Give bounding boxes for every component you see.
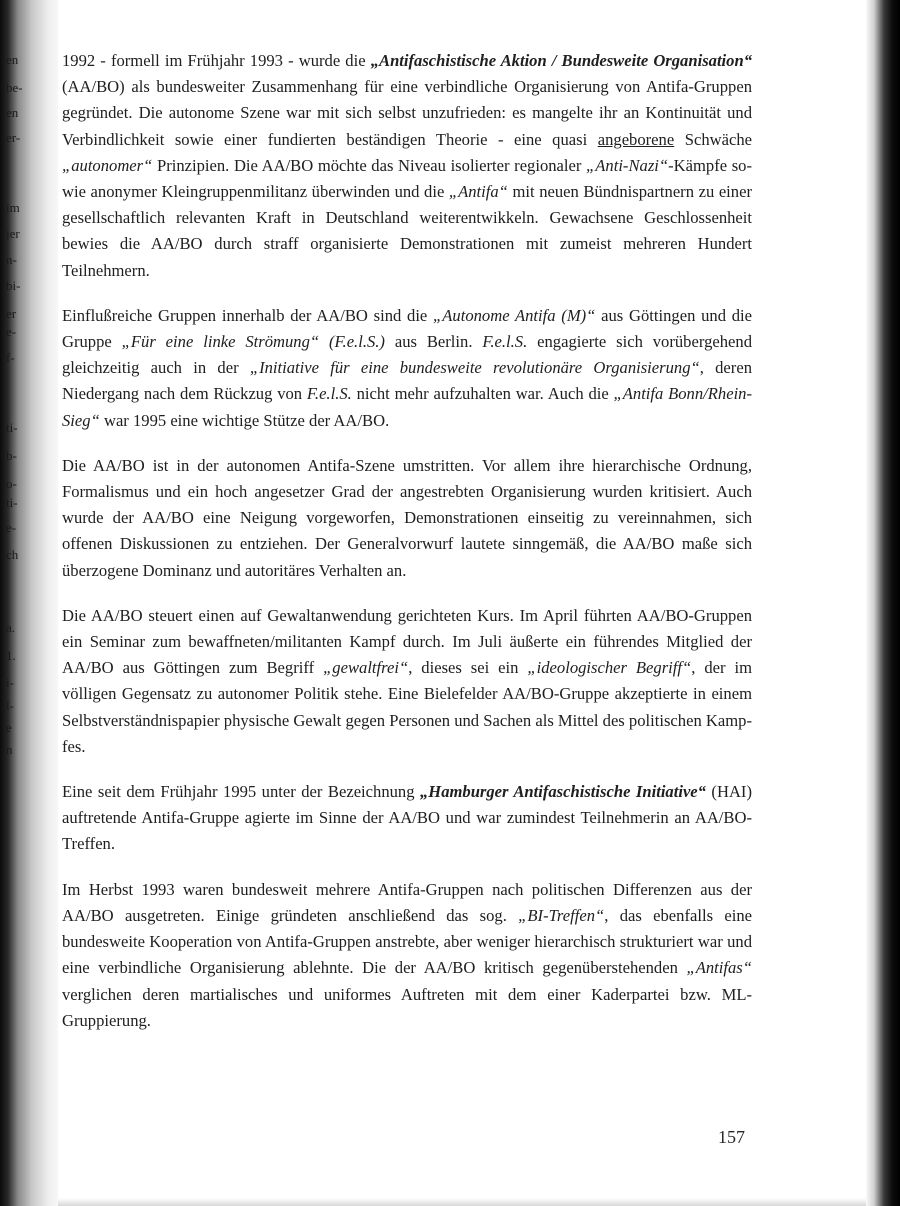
margin-fragment: en (6, 105, 19, 120)
margin-fragment: b- (6, 448, 17, 463)
text-run: Eine seit dem Frühjahr 1995 unter der Bezeichnung (62, 782, 420, 802)
text-run: , deren Niedergang nach dem Rückzug von (62, 358, 752, 404)
margin-fragment: bi- (6, 278, 21, 293)
italic-term: „Anti-Nazi“ (586, 155, 669, 175)
text-run: engagierte sich vorübergehend gleichzeitig auch in der (62, 332, 752, 378)
margin-fragment: l- (6, 698, 14, 713)
page-edge-bottom (58, 1198, 866, 1206)
page-number: 157 (718, 1127, 745, 1147)
margin-fragment: a. (6, 620, 16, 635)
margin-fragment: e- (6, 520, 17, 535)
margin-fragment: o- (6, 476, 17, 491)
italic-term: „Initiative für eine bundesweite revolutionäre Organisierung“ (249, 358, 700, 378)
underlined-term: angeborene (597, 129, 675, 149)
margin-fragment: im (6, 200, 20, 215)
text-run: (AA/BO) als bundesweiter Zusammenhang für eine verbindliche Organisierung von Antifa-Gruppen gegründet. Die autonome Szene war mit sich selbst unzufrieden: es mangelte ihr an Kontinuität und Verbindlichkeit sowie einer fundierten beständigen Theorie - eine quasi (62, 77, 752, 149)
italic-term: „Antifa“ (448, 182, 508, 202)
text-run: aus Göttingen und die Gruppe (62, 305, 753, 352)
text-run: -Kämpfe sowie anonymer Kleingruppenmilitanz überwinden und die (62, 155, 752, 202)
text-run: nicht mehr aufzuhalten war. Auch die (351, 384, 614, 404)
text-run: , dieses sei ein (408, 658, 528, 678)
italic-term: „Antifa Bonn/Rhein-Sieg“ (62, 384, 752, 430)
margin-fragment: be- (6, 80, 23, 95)
italic-term: F.e.l.S. (482, 332, 528, 352)
margin-fragment: er (6, 306, 17, 321)
italic-term: „autonomer“ (62, 155, 153, 175)
margin-fragment: ti- (6, 495, 18, 510)
margin-fragment: jer (6, 226, 20, 241)
italic-term: „gewaltfrei“ (323, 658, 409, 678)
paragraph (62, 453, 752, 584)
text-run: 1992 - formell im Frühjahr 1993 - wurde die (62, 51, 371, 70)
bold-italic-term: „Hamburger Antifaschistische Initiative“ (419, 782, 706, 802)
text-run: Die AA/BO ist in der autonomen Antifa-Szene umstritten. Vor allem ihre hierarchische Ordnung, Formalismus und ein hoch angesetzer Grad der angestrebten Organisierung wurden kritisiert. Auch wurde der AA/BO eine Neigung vorgeworfen, Demonstrationen einseitig zu vereinnahmen, sich offenen Diskussionen zu entziehen. Der Generalvorwurf lautete sinngemäß, die AA/BO maße sich überzogene Dominanz und autoritäres Verhalten an. (62, 455, 752, 580)
margin-fragment: n- (6, 252, 17, 267)
paragraph (62, 877, 752, 1034)
margin-fragment: e (6, 720, 12, 735)
margin-fragment: f- (6, 350, 15, 365)
text-run: Einflußreiche Gruppen innerhalb der AA/BO sind die (62, 305, 434, 325)
text-run: Im Herbst 1993 waren bundesweit mehrere Antifa-Gruppen nach politischen Differenzen aus der AA/BO ausgetreten. Einige gründeten anschließend das sog. (62, 879, 752, 925)
text-run: Die AA/BO steuert einen auf Gewaltanwendung gerichteten Kurs. Im April führten AA/BO-Gruppen ein Seminar zum bewaffneten/militanten Kampf durch. Im Juli äußerte ein führendes Mitglied der AA/BO aus Göttingen zum Begriff (62, 605, 752, 678)
italic-term: F.e.l.S. (306, 384, 352, 404)
text-run: (HAI) auftretende Antifa-Gruppe agierte im Sinne der AA/BO und war zumindest Teilnehmerin an AA/BO-Treffen. (62, 782, 752, 854)
text-run: , das ebenfalls eine bundesweite Kooperation von Antifa-Gruppen anstrebte, aber weniger hierarchisch strukturiert war und eine verbindliche Organisierung ablehnte. Die der AA/BO kritisch gegenüberstehenden (62, 905, 752, 978)
paragraph (62, 603, 752, 760)
margin-fragment: er- (6, 130, 21, 145)
italic-term: „BI-Treffen“ (518, 905, 605, 925)
margin-fragment: 1. (6, 648, 16, 663)
margin-fragment: ch (6, 547, 19, 562)
text-run: war 1995 eine wichtige Stütze der AA/BO. (99, 410, 390, 430)
text-run: verglichen deren martialisches und uniformes Auftreten mit dem einer Kaderpartei bzw. ML-Gruppierung. (62, 984, 752, 1030)
paragraph (62, 779, 752, 858)
text-run: Prinzipien. Die AA/BO möchte das Niveau isolierter regionaler (152, 155, 587, 175)
text-run: Schwäche (674, 129, 752, 149)
book-gutter-shadow (0, 0, 58, 1206)
text-run: , der im völligen Gegensatz zu autonomer Politik stehe. Eine Bielefelder AA/BO-Gruppe akzeptierte in einem Selbstverständnispapier physische Gewalt gegen Personen und Sachen als Mittel des politischen Kampfes. (62, 658, 753, 756)
bold-italic-term: „Antifaschistische Aktion / Bundesweite Organisation“ (370, 51, 752, 70)
margin-fragment: e- (6, 324, 17, 339)
margin-fragment: en (6, 52, 19, 67)
italic-term: „Autonome Antifa (M)“ (433, 305, 596, 325)
paragraph (62, 303, 752, 434)
italic-term: „ideologischer Begriff“ (527, 658, 692, 678)
text-run: mit neuen Bündnispartnern zu einer gesellschaftlich relevanten Kraft in Deutschland weiterentwikkeln. Gewachsene Geschlossenheit bewies die AA/BO durch straff organisierte Demonstrationen mit zumeist mehreren Hundert Teilnehmern. (62, 182, 752, 280)
paragraph (62, 48, 752, 284)
page-edge-right (866, 0, 900, 1206)
margin-fragment: n (6, 742, 13, 757)
page-body (62, 48, 752, 1053)
italic-term: „Antifas“ (686, 958, 752, 978)
margin-fragment: i- (6, 675, 14, 690)
margin-fragment: ti- (6, 420, 18, 435)
italic-term: „Für eine linke Strömung“ (F.e.l.S.) (121, 332, 385, 352)
text-run: aus Berlin. (384, 332, 483, 352)
